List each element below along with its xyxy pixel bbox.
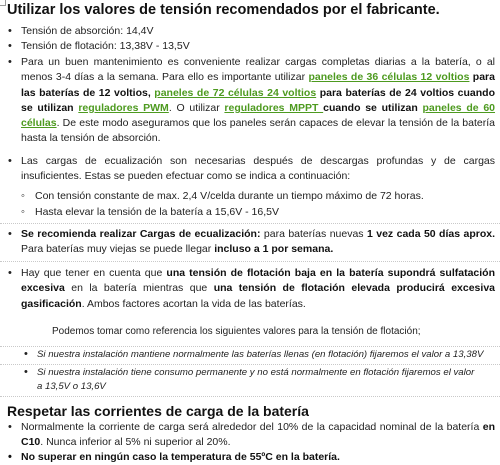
divider — [0, 364, 500, 365]
text-segment: 1 vez cada 50 días aprox. — [366, 228, 495, 240]
text-segment: Para baterías muy viejas se puede llegar — [21, 243, 215, 256]
list-item-flotacion: • Tensión de flotación: 13,38V - 13,5V — [21, 39, 491, 54]
paragraph-flotacion — [21, 266, 495, 312]
list-item-baterias-llenas: • Si nuestra instalación mantiene normalmente las baterías llenas (en flotación) fijaremos el valor a 13,38V — [37, 348, 492, 362]
heading-corrientes: Respetar las corrientes de carga de la batería — [7, 403, 309, 419]
text-segment: en la batería mientras que — [64, 282, 214, 295]
paragraph-ecualizacion: • Las cargas de ecualización son necesarias después de descargas profundas y de cargas insuficientes. Estas se pueden efectuar como se indica a continuación: — [21, 154, 495, 185]
text-segment: . O utilizar — [168, 101, 225, 114]
paragraph-mantenimiento — [21, 55, 495, 147]
link-paneles-36[interactable]: paneles de 36 células 12 voltios — [308, 71, 470, 84]
paragraph-recomendacion — [21, 227, 495, 258]
text-segment: Para un buen mantenimiento es conveniente realizar cargas completas diarias a la batería, o al menos 3-4 días a la semana. Para ello es importante utilizar — [21, 56, 495, 84]
text-segment: una tensión de flotación elevada producirá excesiva gasificación — [21, 282, 495, 310]
text-segment: Hay que tener en cuenta que — [21, 267, 167, 279]
link-paneles-72[interactable]: paneles de 72 células 24 voltios — [154, 86, 317, 99]
text-segment: Normalmente la corriente de carga será alrededor del 10% de la capacidad nominal de la batería — [21, 421, 483, 433]
text-segment: . Nunca inferior al 5% ni superior al 20%. — [40, 436, 231, 449]
paragraph-referencia: Podemos tomar como referencia los siguientes valores para la tensión de flotación; — [52, 326, 421, 337]
paragraph-corriente-carga — [21, 420, 495, 451]
sub-list-item-tension-constante: ◦ Con tensión constante de max. 2,4 V/celda durante un tiempo máximo de 72 horas. — [35, 189, 490, 204]
list-item-absorcion: • Tensión de absorción: 14,4V — [21, 24, 491, 39]
heading-fabricante: Utilizar los valores de tensión recomendados por el fabricante. — [7, 2, 440, 18]
text-segment: . Ambos factores acortan la vida de las baterías. — [81, 297, 306, 310]
link-paneles-60[interactable]: paneles de 60 células — [21, 101, 496, 130]
divider — [0, 223, 500, 224]
text-segment: para baterías nuevas — [260, 228, 367, 240]
list-item-temperatura: • No superar en ningún caso la temperatura de 55ºC en la batería. — [21, 450, 495, 465]
link-reguladores-pwm[interactable]: reguladores PWM — [78, 101, 169, 114]
text-segment: para las baterías de 12 voltios, — [21, 71, 495, 99]
sub-list-item-elevar-tension: ◦ Hasta elevar la tensión de la batería a 15,6V - 16,5V — [35, 205, 490, 220]
text-segment: para baterías de 24 voltios cuando se utilizan — [21, 86, 495, 114]
text-segment: cuando se utilizan — [323, 101, 423, 114]
text-segment: Se recomienda realizar Cargas de ecualización: — [21, 228, 261, 240]
divider — [0, 396, 500, 397]
text-segment: en C10 — [21, 421, 495, 449]
text-segment: incluso a 1 por semana. — [214, 243, 334, 256]
divider — [0, 261, 500, 262]
divider — [0, 346, 500, 347]
list-item-consumo-permanente: • Si nuestra instalación tiene consumo permanente y no está normalmente en flotación fijaremos el valor a 13,5V o 13,6V — [37, 366, 477, 393]
link-reguladores-mppt[interactable]: reguladores MPPT — [224, 101, 324, 114]
text-segment: . De este modo aseguramos que los paneles serán capaces de elevar la tensión de la batería hasta la tensión de absorción. — [21, 117, 495, 145]
text-segment: una tensión de flotación baja en la batería supondrá sulfatación excesiva — [21, 267, 495, 295]
window-corner-mark — [0, 0, 6, 6]
